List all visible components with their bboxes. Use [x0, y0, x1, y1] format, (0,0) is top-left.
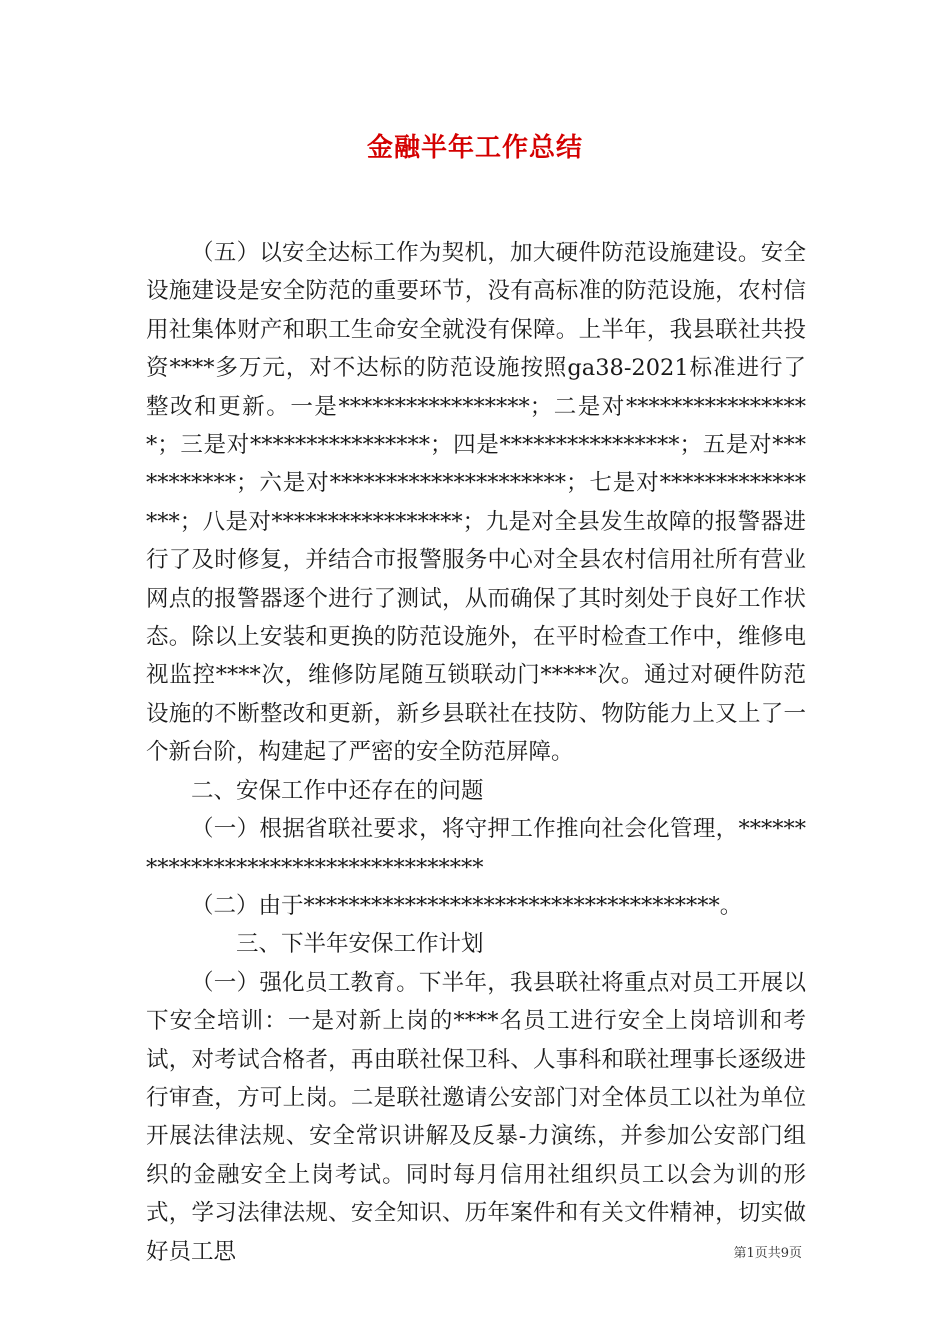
paragraph-problem-one: （一）根据省联社要求，将守押工作推向社会化管理，************************************: [146, 816, 806, 881]
document-body: [146, 234, 806, 1271]
section-heading-problems: 二、安保工作中还存在的问题: [191, 777, 484, 804]
paragraph-problem-two: （二）由于*************************************。: [191, 892, 743, 919]
document-title: 金融半年工作总结: [366, 133, 583, 163]
paragraph-staff-education: （一）强化员工教育。下半年，我县联社将重点对员工开展以下安全培训：一是对新上岗的****名员工进行安全上岗培训和考试，对考试合格者，再由联社保卫科、人事科和联社理事长逐级进行审查，方可上岗。二是联社邀请公安部门对全体员工以社为单位开展法律法规、安全常识讲解及反暴-力演练，并参加公安部门组织的金融安全上岗考试。同时每月信用社组织员工以会为训的形式，学习法律法规、安全知识、历年案件和有关文件精神，切实做好员工思: [146, 969, 806, 1265]
section-heading-plan: 三、下半年安保工作计划: [236, 931, 484, 958]
page-number: 第1页共9页: [733, 1246, 802, 1261]
paragraph-security-facilities: （五）以安全达标工作为契机，加大硬件防范设施建设。安全设施建设是安全防范的重要环节，没有高标准的防范设施，农村信用社集体财产和职工生命安全就没有保障。上半年，我县联社共投资****多万元，对不达标的防范设施按照ga38-2021标准进行了整改和更新。一是*****************；二是对*****************；三是对****************；四是****************；五是对***********；六是对*********************；七是对****************；八是对*****************；九是对全县发生故障的报警器进行了及时修复，并结合市报警服务中心对全县农村信用社所有营业网点的报警器逐个进行了测试，从而确保了其时刻处于良好工作状态。除以上安装和更换的防范设施外，在平时检查工作中，维修电视监控****次，维修防尾随互锁联动门*****次。通过对硬件防范设施的不断整改和更新，新乡县联社在技防、物防能力上又上了一个新台阶，构建起了严密的安全防范屏障。: [146, 240, 806, 766]
